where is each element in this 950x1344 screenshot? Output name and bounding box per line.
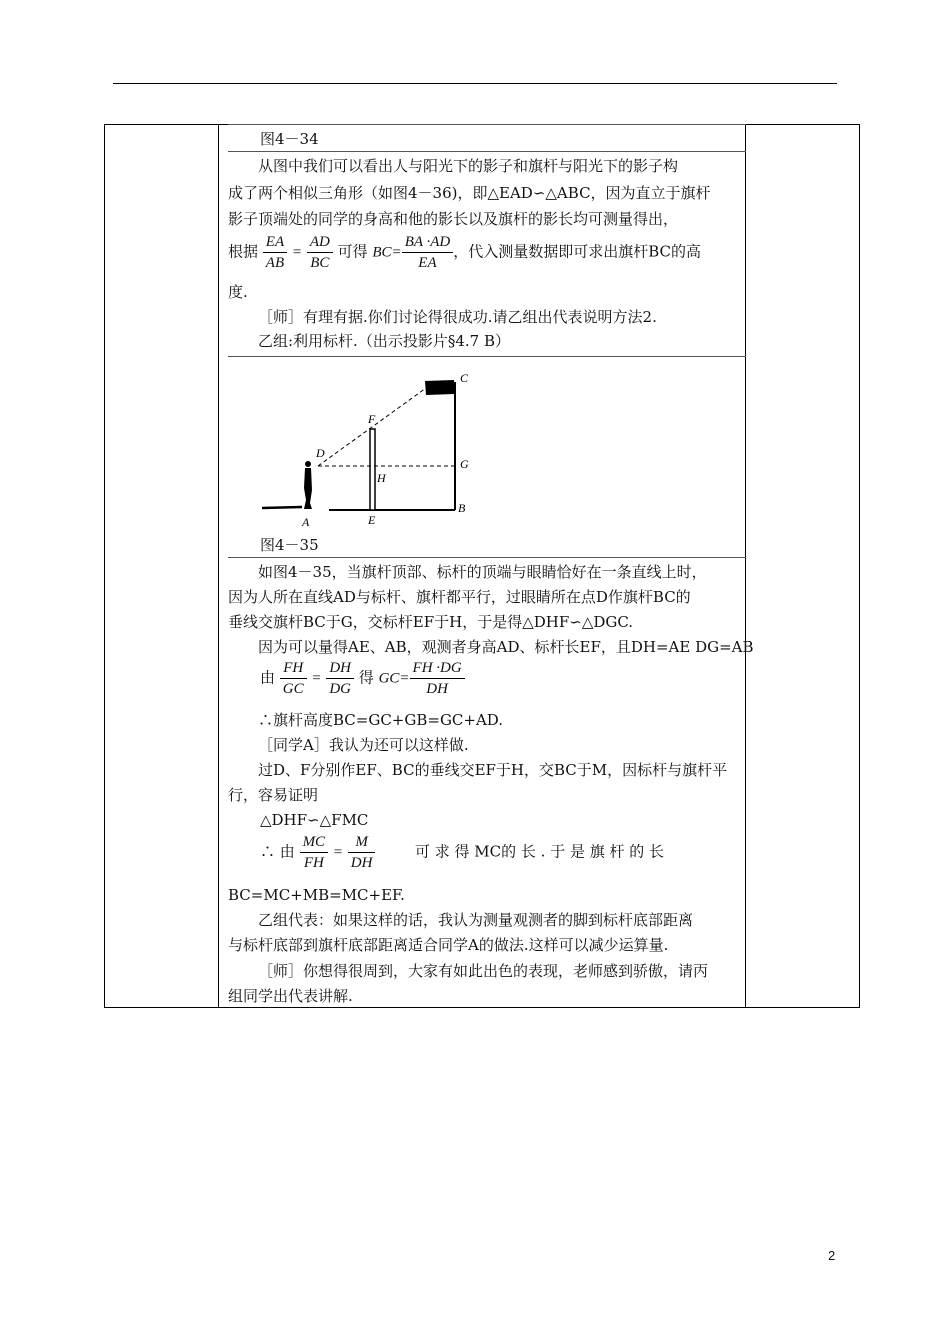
- header-rule: [113, 83, 837, 84]
- label-d: D: [316, 446, 325, 460]
- row-separator: [228, 124, 746, 125]
- paragraph-line: ［师］有理有据.你们讨论得很成功.请乙组出代表说明方法2.: [258, 308, 657, 326]
- formula-line-2: [260, 658, 465, 699]
- text: 由: [260, 668, 276, 687]
- denominator: FH: [303, 855, 324, 871]
- fraction-dh-dg: [326, 658, 354, 699]
- denominator: GC: [282, 681, 304, 697]
- paragraph-line: 过D、F分别作EF、BC的垂线交EF于H，交BC于M，因标杆与旗杆平: [258, 761, 728, 779]
- label-e: E: [368, 513, 376, 527]
- person-figure: [304, 461, 312, 509]
- fraction-ba-ad-ea: [402, 232, 454, 273]
- paragraph-line: 组同学出代表讲解.: [228, 987, 353, 1005]
- numerator: DH: [326, 658, 354, 679]
- equals-sign: =: [311, 670, 322, 687]
- fraction-m-dh: [348, 832, 376, 873]
- paragraph-line: 垂线交旗杆BC于G，交标杆EF于H，于是得△DHF∽△DGC.: [228, 613, 634, 631]
- paragraph-line: 如图4－35，当旗杆顶部、标杆的顶端与眼睛恰好在一条直线上时，: [258, 563, 707, 581]
- row-separator: [228, 356, 746, 357]
- label-a: A: [302, 515, 310, 529]
- fraction-ea-ab: [263, 232, 287, 273]
- numerator: AD: [307, 232, 333, 253]
- paragraph-line: 影子顶端处的同学的身高和他的影长以及旗杆的影长均可测量得出，: [228, 210, 679, 228]
- row-separator: [228, 557, 746, 558]
- numerator: BA ·AD: [402, 232, 454, 253]
- equals-sign: =: [332, 844, 343, 861]
- numerator: FH ·DG: [410, 658, 465, 679]
- figure-caption-4-34: 图4－34: [260, 130, 319, 148]
- text: ∴ 由: [260, 842, 295, 861]
- paragraph-line: ∴旗杆高度BC=GC+GB=GC+AD.: [258, 711, 504, 729]
- flag-icon: [425, 380, 454, 395]
- text: 得: [358, 668, 374, 687]
- paragraph-line: 成了两个相似三角形（如图4－36)，即△EAD∽△ABC，因为直立于旗杆: [228, 184, 711, 202]
- numerator: EA: [263, 232, 287, 253]
- ground-left: [262, 507, 302, 508]
- figure-flagpole-benchmark: [252, 360, 482, 530]
- row-separator: [228, 151, 746, 152]
- paragraph-line: 从图中我们可以看出人与阳光下的影子和旗杆与阳光下的影子构: [258, 157, 679, 175]
- numerator: M: [348, 832, 376, 853]
- label-c: C: [460, 371, 469, 385]
- formula-line-1: [228, 232, 701, 273]
- label-h: H: [377, 471, 386, 485]
- numerator: FH: [280, 658, 307, 679]
- paragraph-line: 因为人所在直线AD与标杆、旗杆都平行，过眼睛所在点D作旗杆BC的: [228, 588, 691, 606]
- denominator: BC: [310, 255, 330, 271]
- denominator: AB: [265, 255, 285, 271]
- paragraph-line: ［师］你想得很周到，大家有如此出色的表现，老师感到骄傲，请丙: [258, 962, 709, 980]
- paragraph-line: 度.: [228, 283, 248, 301]
- fraction-fh-gc: [280, 658, 307, 699]
- denominator: DH: [350, 855, 373, 871]
- label-b: B: [458, 501, 466, 515]
- denominator: DH: [426, 681, 448, 697]
- paragraph-line: 因为可以量得AE、AB，观测者身高AD、标杆长EF，且DH=AE DG=AB: [258, 638, 754, 656]
- table-column-divider-right: [745, 125, 746, 1007]
- fraction-mc-fh: [300, 832, 329, 873]
- paragraph-line: △DHF∽△FMC: [260, 811, 369, 829]
- formula-text: BC=: [372, 244, 402, 261]
- fraction-ad-bc: [307, 232, 333, 273]
- text: 可 求 得 MC的 长 . 于 是 旗 杆 的 长: [414, 842, 665, 861]
- paragraph-line: ［同学A］我认为还可以这样做.: [258, 736, 469, 754]
- text: 可得: [337, 242, 368, 261]
- fraction-fh-dg-dh: [410, 658, 465, 699]
- denominator: EA: [418, 255, 437, 271]
- text: ，代入测量数据即可求出旗杆BC的高: [453, 242, 702, 261]
- denominator: DG: [329, 681, 351, 697]
- text: 根据: [228, 242, 259, 261]
- benchmark-pole: [370, 429, 375, 510]
- label-f: F: [368, 412, 376, 426]
- paragraph-line: 乙组代表：如果这样的话，我认为测量观测者的脚到标杆底部距离: [258, 911, 694, 929]
- page-number: 2: [828, 1248, 836, 1263]
- formula-text: GC=: [378, 670, 410, 687]
- paragraph-line: 乙组:利用标杆.（出示投影片§4.7 B）: [258, 332, 510, 350]
- label-g: G: [460, 457, 469, 471]
- paragraph-line: BC=MC+MB=MC+EF.: [228, 886, 405, 904]
- numerator: MC: [300, 832, 329, 853]
- figure-caption-4-35: 图4－35: [260, 536, 319, 554]
- paragraph-line: 行，容易证明: [228, 786, 319, 804]
- formula-line-3: [260, 832, 664, 873]
- paragraph-line: 与标杆底部到旗杆底部距离适合同学A的做法.这样可以减少运算量.: [228, 936, 669, 954]
- equals-sign: =: [291, 244, 303, 261]
